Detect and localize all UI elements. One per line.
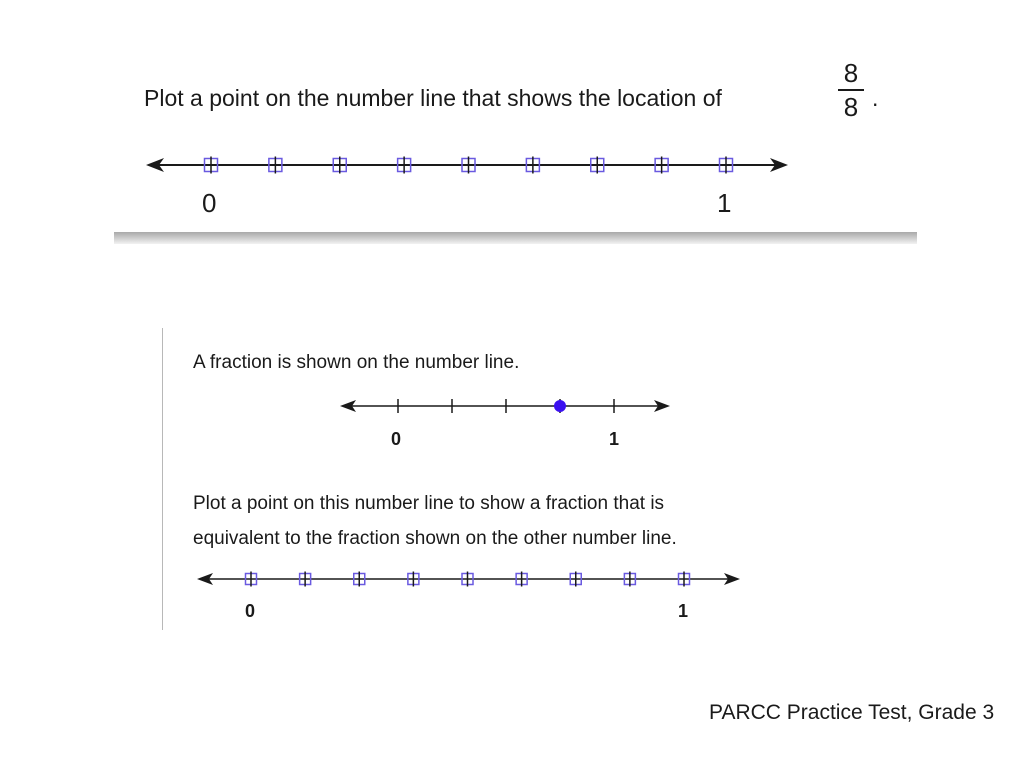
given-number-line-label-0: 0 (391, 429, 402, 449)
instruction-line-2: equivalent to the fraction shown on the other number line. (193, 528, 677, 549)
left-border-line (162, 328, 163, 630)
number-line-1 (140, 146, 800, 186)
source-caption: PARCC Practice Test, Grade 3 (709, 701, 995, 724)
plotted-point (554, 400, 566, 412)
instruction-line-1: Plot a point on this number line to show a fraction that is (193, 493, 665, 514)
fraction-denominator: 8 (843, 92, 859, 122)
number-line-1-label-0: 0 (202, 188, 217, 218)
answer-number-line-label-0: 0 (245, 601, 256, 621)
given-number-line-label-1: 1 (609, 429, 620, 449)
question2-instruction (193, 486, 677, 556)
answer-number-line (194, 566, 754, 596)
given-number-line (336, 392, 676, 422)
fraction-8-8 (836, 58, 866, 122)
question1-prompt: Plot a point on the number line that shows the location of (144, 85, 722, 111)
fraction-numerator: 8 (843, 58, 859, 88)
question1-period: . (872, 85, 879, 111)
question2-prompt: A fraction is shown on the number line. (193, 352, 520, 373)
section-divider (114, 232, 917, 244)
number-line-1-label-1: 1 (717, 188, 732, 218)
answer-number-line-label-1: 1 (678, 601, 689, 621)
fraction-bar (838, 89, 864, 91)
